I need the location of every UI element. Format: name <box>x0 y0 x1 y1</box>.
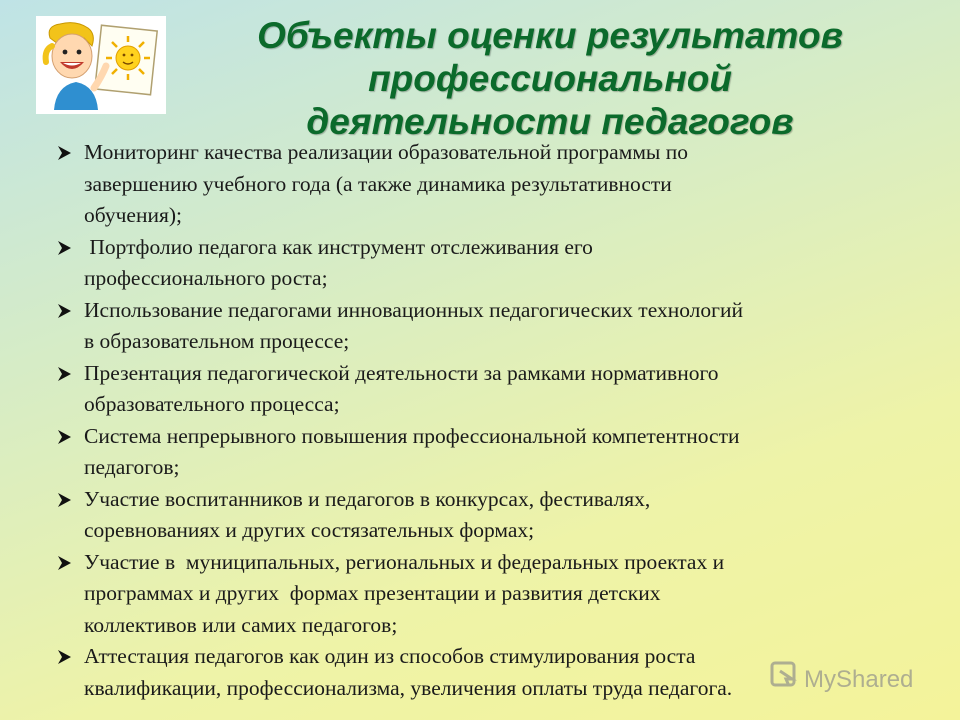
list-item-line: профессионального роста; <box>84 266 328 290</box>
list-item-line: квалификации, профессионализма, увеличения оплаты труда педагога. <box>84 675 733 700</box>
list-item <box>52 547 922 642</box>
list-item-line: Презентация педагогической деятельности за рамками нормативного <box>84 360 719 385</box>
list-item-line: Аттестация педагогов как один из способов стимулирования роста <box>84 644 696 668</box>
list-item-line: коллективов или самих педагогов; <box>84 612 398 637</box>
list-item-line: педагогов; <box>84 455 180 479</box>
title-line: профессиональной <box>368 58 732 99</box>
arrow-bullet-icon <box>56 295 78 327</box>
arrow-bullet-icon <box>56 547 78 579</box>
list-item-line: Использование педагогами инновационных педагогических технологий <box>84 297 743 322</box>
slide-title <box>170 14 930 143</box>
arrow-bullet-icon <box>56 641 78 673</box>
list-item <box>52 137 922 232</box>
title-line: Объекты оценки результатов <box>257 15 843 56</box>
list-item-line: завершению учебного года (а также динамика результативности <box>84 171 672 196</box>
arrow-bullet-icon <box>56 137 78 169</box>
list-item-line: Система непрерывного повышения профессиональной компетентности <box>84 423 740 448</box>
title-line: деятельности педагогов <box>306 101 794 142</box>
arrow-bullet-icon <box>56 421 78 453</box>
list-item-line: программах и других формах презентации и развития детских <box>84 581 661 605</box>
list-item <box>52 641 922 704</box>
list-item <box>52 295 922 358</box>
arrow-bullet-icon <box>56 358 78 390</box>
watermark-text: MyShared <box>804 665 914 693</box>
list-item-line: Мониторинг качества реализации образовательной программы по <box>84 140 688 164</box>
list-item-line: Участие воспитанников и педагогов в конкурсах, фестивалях, <box>84 486 651 511</box>
list-item-line: Участие в муниципальных, региональных и федеральных проектах и <box>84 549 725 574</box>
list-item-line: Портфолио педагога как инструмент отслеживания его <box>84 234 593 259</box>
list-item-line: соревнованиях и других состязательных формах; <box>84 518 535 542</box>
list-item-line: образовательного процесса; <box>84 392 340 416</box>
arrow-bullet-icon <box>56 484 78 516</box>
list-item <box>52 358 922 421</box>
list-item-line: обучения); <box>84 203 183 227</box>
list-item-line: в образовательном процессе; <box>84 329 350 353</box>
list-item <box>52 232 922 295</box>
list-item <box>52 421 922 484</box>
list-item <box>52 484 922 547</box>
arrow-bullet-icon <box>56 232 78 264</box>
child-with-sun-drawing-icon <box>36 16 166 114</box>
bullet-list <box>52 137 922 704</box>
